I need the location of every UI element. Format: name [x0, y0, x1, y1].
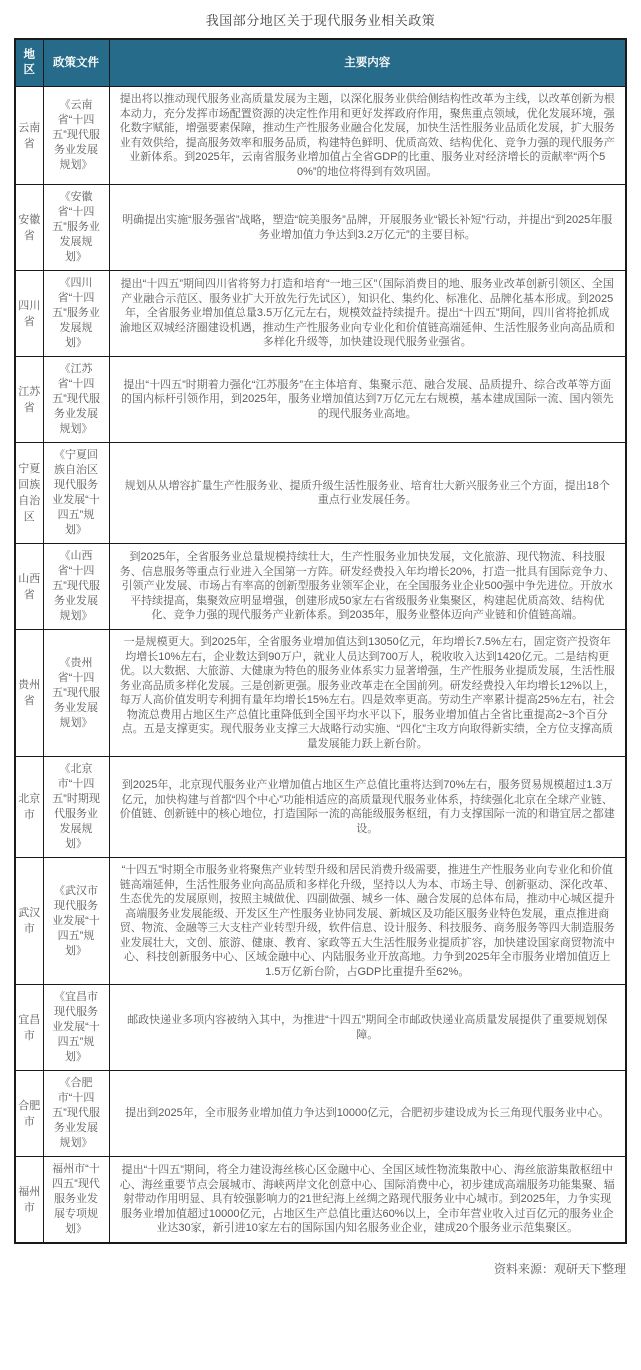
content-cell: 一是规模更大。到2025年，全省服务业增加值达到13050亿元，年均增长7.5%左右，固定资产投资年均增长10%左右，企业数达到90万户，就业人员达到700万人，税收收入达到1420亿元。二是结构更优。以大数据、大旅游、大健康为特色的服务业体系实力显著增强，生产性服务业提质发展，生活性服务业高品质多样化发展。三是创新更强。服务业改革走在全国前列。研发经费投入年均增长12%以上，每万人高价值发明专利拥有量年均增长15%左右。四是效率更高。劳动生产率累计提高25%左右，社会物流总费用占地区生产总值比重降低到全国平均水平以下，服务业增加值占全省比重提高2~3个百分点。五是支撑更实。现代服务业支撑三大战略行动实施、“四化”主攻方向取得新实绩，全方位支撑高质量发展能力跃上新台阶。	[109, 630, 626, 757]
region-cell: 山西省	[15, 544, 43, 630]
region-cell: 北京市	[15, 757, 43, 858]
policy-cell: 《江苏省“十四五”现代服务业发展规划》	[43, 357, 109, 443]
content-cell: 提出“十四五”期间，将全力建设海丝核心区金融中心、全国区域性物流集散中心、海丝旅游集散枢纽中心、海丝重要节点会展城市、海峡两岸文化创意中心、国际消费中心，初步建成高端服务功能集聚、辐射带动作用明显、具有较强影响力的21世纪海上丝绸之路现代服务业中心城市。到2025年，力争实现服务业增加值超过10000亿元，占地区生产总值比重达60%以上，全市年营业收入过百亿元的服务业企业达30家，新引进10家左右的国际国内知名服务业企业，建成20个服务业示范集聚区。	[109, 1157, 626, 1244]
table-row	[15, 858, 626, 985]
region-cell: 安徽省	[15, 185, 43, 271]
col-header-policy: 政策文件	[43, 39, 109, 87]
table-row	[15, 544, 626, 630]
policy-cell: 《北京市“十四五”时期现代服务业发展规划》	[43, 757, 109, 858]
policy-cell: 《宜昌市现代服务业发展“十四五”规划》	[43, 985, 109, 1071]
content-cell: 规划从从增容扩量生产性服务业、提质升级生活性服务业、培育壮大新兴服务业三个方面，提出18个重点行业发展任务。	[109, 443, 626, 544]
region-cell: 云南省	[15, 87, 43, 185]
table-row	[15, 443, 626, 544]
region-cell: 福州市	[15, 1157, 43, 1244]
table-row	[15, 1071, 626, 1157]
col-header-content: 主要内容	[109, 39, 626, 87]
table-header-row	[15, 39, 626, 87]
region-cell: 武汉市	[15, 858, 43, 985]
policy-cell: 《宁夏回族自治区现代服务业发展“十四五”规划》	[43, 443, 109, 544]
table-row	[15, 271, 626, 357]
table-row	[15, 630, 626, 757]
page-title: 我国部分地区关于现代服务业相关政策	[205, 13, 436, 28]
content-cell: 提出“十四五”时期着力强化“江苏服务”在主体培育、集聚示范、融合发展、品质提升、综合改革等方面的国内标杆引领作用，到2025年，服务业增加值达到7万亿元左右规模，基本建成国际一流、国内领先的现代服务业高地。	[109, 357, 626, 443]
policy-cell: 《云南省“十四五”现代服务业发展规划》	[43, 87, 109, 185]
region-cell: 贵州省	[15, 630, 43, 757]
table-row	[15, 985, 626, 1071]
region-cell: 宁夏回族自治区	[15, 443, 43, 544]
policy-table	[14, 38, 627, 1244]
table-row	[15, 757, 626, 858]
policy-cell: 福州市“十四五”现代服务业发展专项规划》	[43, 1157, 109, 1244]
table-row	[15, 185, 626, 271]
content-cell: 明确提出实施“服务强省”战略，塑造“皖美服务”品牌，开展服务业“锻长补短”行动，并提出“到2025年服务业增加值力争达到3.2万亿元”的主要目标。	[109, 185, 626, 271]
policy-cell: 《四川省“十四五”服务业发展规划》	[43, 271, 109, 357]
policy-cell: 《山西省“十四五”现代服务业发展规划》	[43, 544, 109, 630]
data-source-note: 资料来源：观研天下整理	[493, 1262, 626, 1276]
region-cell: 江苏省	[15, 357, 43, 443]
content-cell: “十四五”时期全市服务业将聚焦产业转型升级和居民消费升级需要，推进生产性服务业向专业化和价值链高端延伸，生活性服务业向高品质和多样化升级，坚持以人为本、市场主导、创新驱动、深化改革、生态优先的发展原则，按照主城做优、四副做强、城乡一体、融合发展的总体布局，推动中心城区提升高端服务业发展能级、开发区生产性服务业协同发展、新城区及功能区服务业特色发展，重点推进商贸、物流、金融等三大支柱产业转型升级，软件信息、设计服务、科技服务、商务服务等四大制造服务业发展壮大，文创、旅游、健康、教育、家政等五大生活性服务业提质扩容，加快建设国家商贸物流中心、科技创新服务中心、区域金融中心、内陆服务业开放高地。力争到2025年全市服务业增加值迈上1.5万亿新台阶，占GDP比重提升至62%。	[109, 858, 626, 985]
content-cell: 提出将以推动现代服务业高质量发展为主题，以深化服务业供给侧结构性改革为主线，以改革创新为根本动力，充分发挥市场配置资源的决定性作用和更好发挥政府作用，聚焦重点领域，优化发展环境，强化数字赋能，增强要素保障，推动生产性服务业融合化发展，加快生活性服务业品质化发展，扩大服务业有效供给，提高服务效率和服务品质，构建特色鲜明、优质高效、结构优化、竞争力强的现代服务产业新体系。到2025年，云南省服务业增加值占全省GDP的比重、服务业对经济增长的贡献率“两个50%”的地位将得到有效巩固。	[109, 87, 626, 185]
region-cell: 四川省	[15, 271, 43, 357]
region-cell: 合肥市	[15, 1071, 43, 1157]
table-row	[15, 87, 626, 185]
region-cell: 宜昌市	[15, 985, 43, 1071]
policy-cell: 《贵州省“十四五”现代服务业发展规划》	[43, 630, 109, 757]
table-row	[15, 357, 626, 443]
content-cell: 到2025年，北京现代服务业产业增加值占地区生产总值比重将达到70%左右，服务贸易规模超过1.3万亿元，加快构建与首都“四个中心”功能相适应的高质量现代服务业体系，持续强化北京在全球产业链、价值链、创新链中的核心地位，打造国际一流的高能级服务枢纽，有力支撑国际一流的和谐宜居之都建设。	[109, 757, 626, 858]
col-header-region: 地区	[15, 39, 43, 87]
content-cell: 提出到2025年，全市服务业增加值力争达到10000亿元，合肥初步建设成为长三角现代服务业中心。	[109, 1071, 626, 1157]
policy-cell: 《安徽省“十四五”服务业发展规划》	[43, 185, 109, 271]
content-cell: 到2025年，全省服务业总量规模持续壮大，生产性服务业加快发展，文化旅游、现代物流、科技服务、信息服务等重点行业进入全国第一方阵。研发经费投入年均增长20%，打造一批具有国际竞争力、引领产业发展、市场占有率高的创新型服务业领军企业，在全国服务业企业500强中争先进位。开放水平持续提高，集聚效应明显增强，创建形成50家左右省级服务业集聚区，构建起优质高效、结构优化、竞争力强的现代服务产业新体系。到2035年，服务业整体迈向产业链和价值链高端。	[109, 544, 626, 630]
policy-cell: 《合肥市“十四五”现代服务业发展规划》	[43, 1071, 109, 1157]
policy-cell: 《武汉市现代服务业发展“十四五”规划》	[43, 858, 109, 985]
table-row	[15, 1157, 626, 1244]
content-cell: 邮政快递业多项内容被纳入其中，为推进“十四五”期间全市邮政快递业高质量发展提供了重要规划保障。	[109, 985, 626, 1071]
content-cell: 提出“十四五”期间四川省将努力打造和培育“一地三区”（国际消费目的地、服务业改革创新引领区、全国产业融合示范区、服务业扩大开放先行先试区），知识化、集约化、标准化、品牌化基本形成。到2025年，全省服务业增加值总量3.5万亿元左右，规模效益持续提升。提出“十四五”期间，四川省将抢抓成渝地区双城经济圈建设机遇，推动生产性服务业向专业化和价值链高端延伸、生活性服务业向高品质和多样化升级等，加快建设现代服务业强省。	[109, 271, 626, 357]
